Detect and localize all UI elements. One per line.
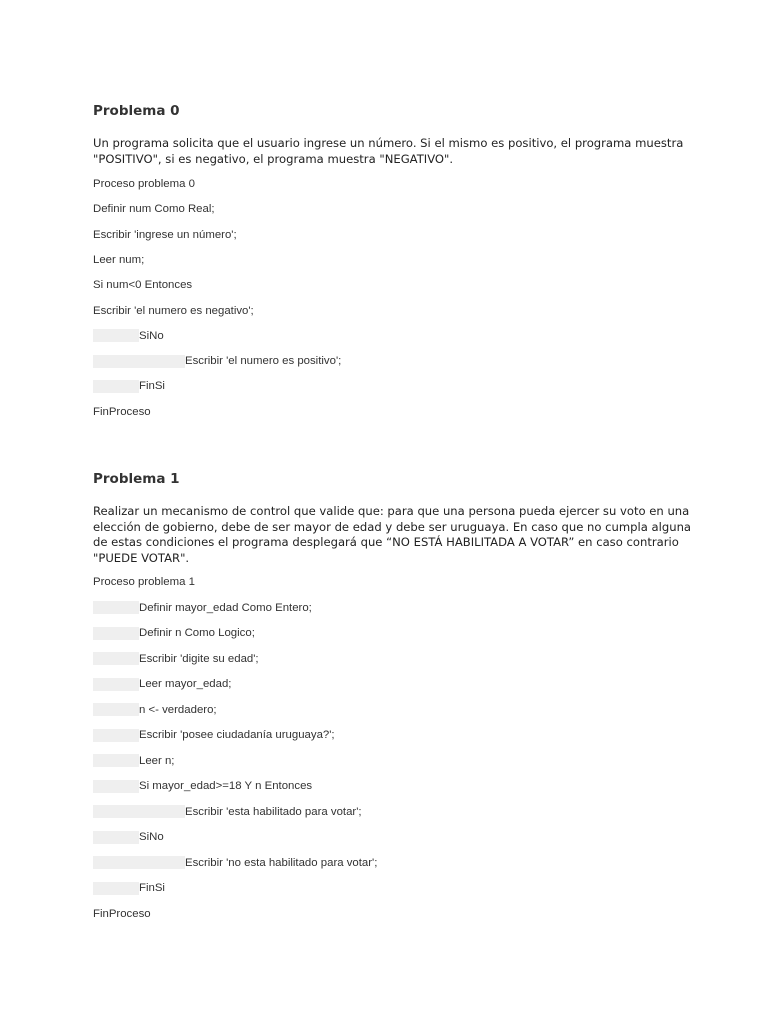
indent-spacer (93, 729, 139, 742)
code-line-text: Si num<0 Entonces (93, 279, 193, 292)
code-line (93, 228, 237, 242)
indent-spacer (93, 754, 139, 767)
code-line (93, 805, 362, 819)
code-line-text: Escribir 'el numero es negativo'; (93, 304, 254, 317)
indent-spacer (93, 652, 139, 665)
code-line-text: Escribir 'ingrese un número'; (93, 228, 237, 241)
indent-spacer (93, 831, 139, 844)
code-line (93, 677, 231, 691)
code-line-text: Leer num; (93, 253, 145, 266)
code-line-text: FinSi (139, 380, 165, 393)
indent-spacer (93, 380, 139, 393)
problem-1-title: Problema 1 (93, 471, 180, 487)
code-line-text: Definir n Como Logico; (139, 627, 255, 639)
code-line (93, 202, 215, 216)
code-line (93, 601, 312, 615)
code-line-text: Proceso problema 0 (93, 178, 195, 190)
code-line-text: Escribir 'digite su edad'; (139, 652, 259, 665)
code-line (93, 575, 195, 589)
problem-1-description: Realizar un mecanismo de control que valide que: para que una persona pueda ejercer su voto en una elección de gobierno, debe de ser mayor de edad y debe ser uruguaya. En caso que no cumpla alguna de estas condiciones el programa desplegará que “NO ESTÁ HABILITADA A VOTAR” en caso contrario "PUEDE VOTAR". (93, 504, 692, 565)
indent-spacer (93, 780, 139, 793)
code-line (93, 177, 195, 191)
code-line (93, 278, 192, 292)
code-line (93, 354, 341, 368)
code-line (93, 626, 255, 640)
indent-spacer (93, 627, 139, 640)
code-line-text: Escribir 'no esta habilitado para votar'; (185, 856, 378, 869)
code-line-text: Definir mayor_edad Como Entero; (139, 601, 312, 614)
problem-0-title: Problema 0 (93, 103, 180, 119)
code-line-text: n <- verdadero; (139, 703, 217, 716)
indent-spacer (93, 882, 139, 895)
code-line (93, 329, 164, 343)
code-line (93, 779, 312, 793)
code-line-text: Escribir 'esta habilitado para votar'; (185, 805, 362, 818)
code-line-text: Proceso problema 1 (93, 576, 195, 588)
indent-spacer (93, 703, 139, 716)
code-line (93, 405, 151, 419)
code-line-text: Leer mayor_edad; (139, 678, 232, 690)
code-line (93, 379, 165, 393)
code-line-text: FinProceso (93, 405, 151, 418)
code-line (93, 304, 254, 318)
code-line (93, 253, 144, 267)
code-line (93, 652, 259, 666)
code-line-text: FinSi (139, 882, 165, 894)
indent-spacer (93, 601, 139, 614)
code-line (93, 830, 164, 844)
code-line (93, 703, 217, 717)
indent-spacer (93, 355, 185, 368)
code-line-text: Definir num Como Real; (93, 203, 215, 216)
code-line-text: Escribir 'el numero es positivo'; (185, 355, 342, 368)
code-line-text: SiNo (139, 329, 164, 342)
code-line-text: Escribir 'posee ciudadanía uruguaya?'; (139, 729, 335, 741)
code-line (93, 754, 174, 768)
code-line (93, 856, 377, 870)
indent-spacer (93, 329, 139, 342)
code-line (93, 907, 151, 921)
indent-spacer (93, 805, 185, 818)
code-line (93, 881, 165, 895)
problem-0-description: Un programa solicita que el usuario ingrese un número. Si el mismo es positivo, el programa muestra "POSITIVO", si es negativo, el programa muestra "NEGATIVO". (93, 136, 684, 166)
code-line-text: FinProceso (93, 907, 151, 920)
code-line-text: Leer n; (139, 754, 175, 767)
code-line-text: Si mayor_edad>=18 Y n Entonces (139, 780, 313, 792)
indent-spacer (93, 678, 139, 691)
indent-spacer (93, 856, 185, 869)
code-line-text: SiNo (139, 831, 164, 843)
code-line (93, 728, 335, 742)
